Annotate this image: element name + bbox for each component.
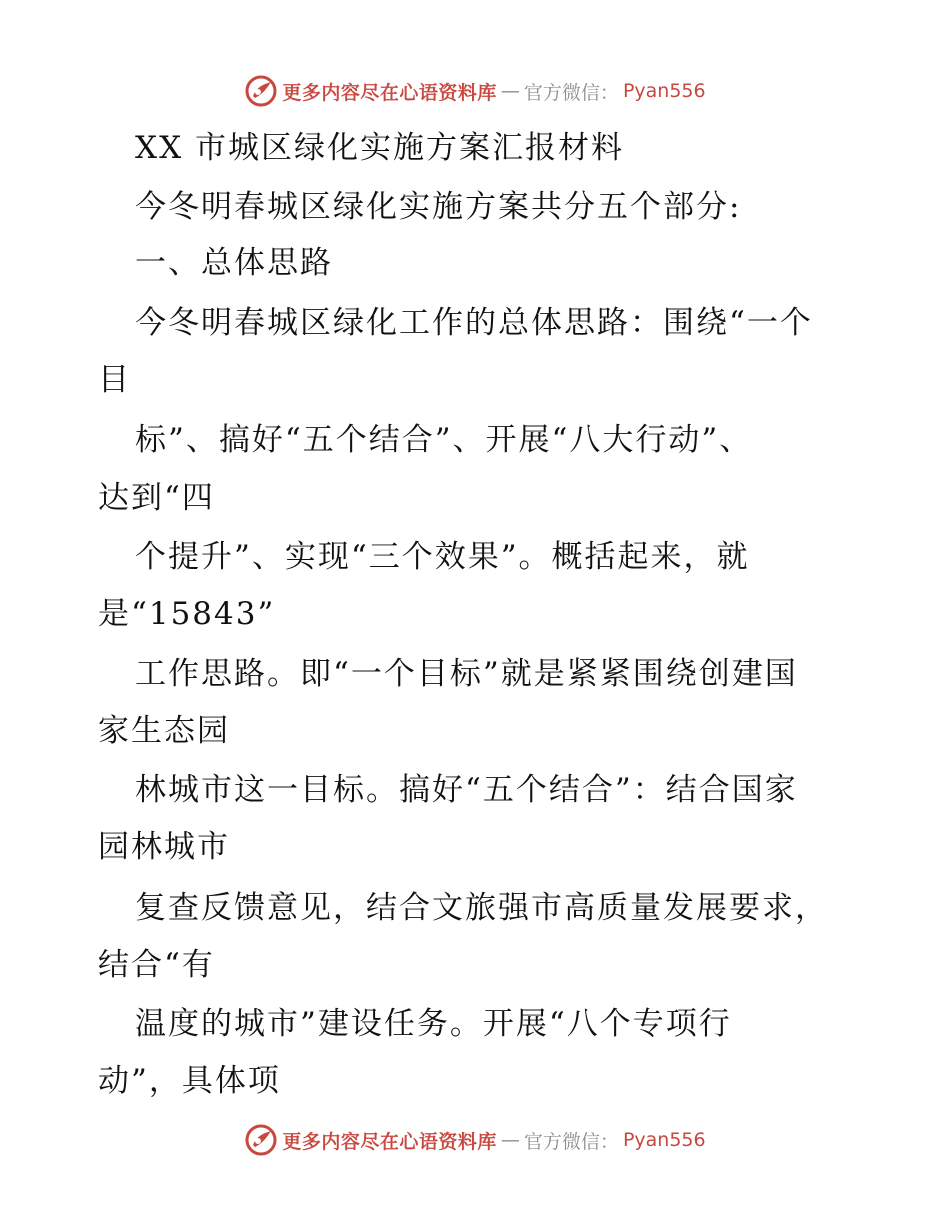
watermark-brand-text: 更多内容尽在心语资料库 [282,1130,497,1153]
document-line: 动”，具体项 [98,1063,281,1099]
brand-logo-icon [244,74,278,108]
watermark-wechat-id: Pyan556 [622,80,706,102]
document-line: 林城市这一目标。搞好“五个结合”：结合国家 [135,772,798,808]
document-line: 个提升”、实现“三个效果”。概括起来，就 [135,539,750,575]
watermark-official-label: 官方微信： [523,81,619,104]
document-title: XX 市城区绿化实施方案汇报材料 [135,130,624,166]
watermark-banner-bottom [0,1120,950,1160]
document-line: 今冬明春城区绿化实施方案共分五个部分: [135,189,742,225]
document-line: 结合“有 [98,947,215,983]
watermark-brand-text: 更多内容尽在心语资料库 [282,81,497,104]
section-heading: 一、总体思路 [135,245,333,281]
document-line: 是“15843” [98,596,276,632]
document-line: 园林城市 [98,829,230,865]
document-line: 标”、搞好“五个结合”、开展“八大行动”、 [135,422,753,458]
document-line: 温度的城市”建设任务。开展“八个专项行 [135,1006,732,1042]
document-line: 工作思路。即“一个目标”就是紧紧围绕创建国 [135,656,798,692]
document-line: 今冬明春城区绿化工作的总体思路：围绕“一个 [135,305,813,341]
document-line: 目 [98,362,131,398]
watermark-official-label: 官方微信： [523,1130,619,1153]
document-line: 复查反馈意见，结合文旅强市高质量发展要求， [135,890,828,926]
watermark-dash: — [500,1129,520,1151]
brand-logo-icon [244,1123,278,1157]
watermark-dash: — [500,80,520,102]
document-line: 达到“四 [98,480,215,516]
document-line: 家生态园 [98,713,230,749]
watermark-wechat-id: Pyan556 [622,1129,706,1151]
watermark-banner-top [0,71,950,111]
